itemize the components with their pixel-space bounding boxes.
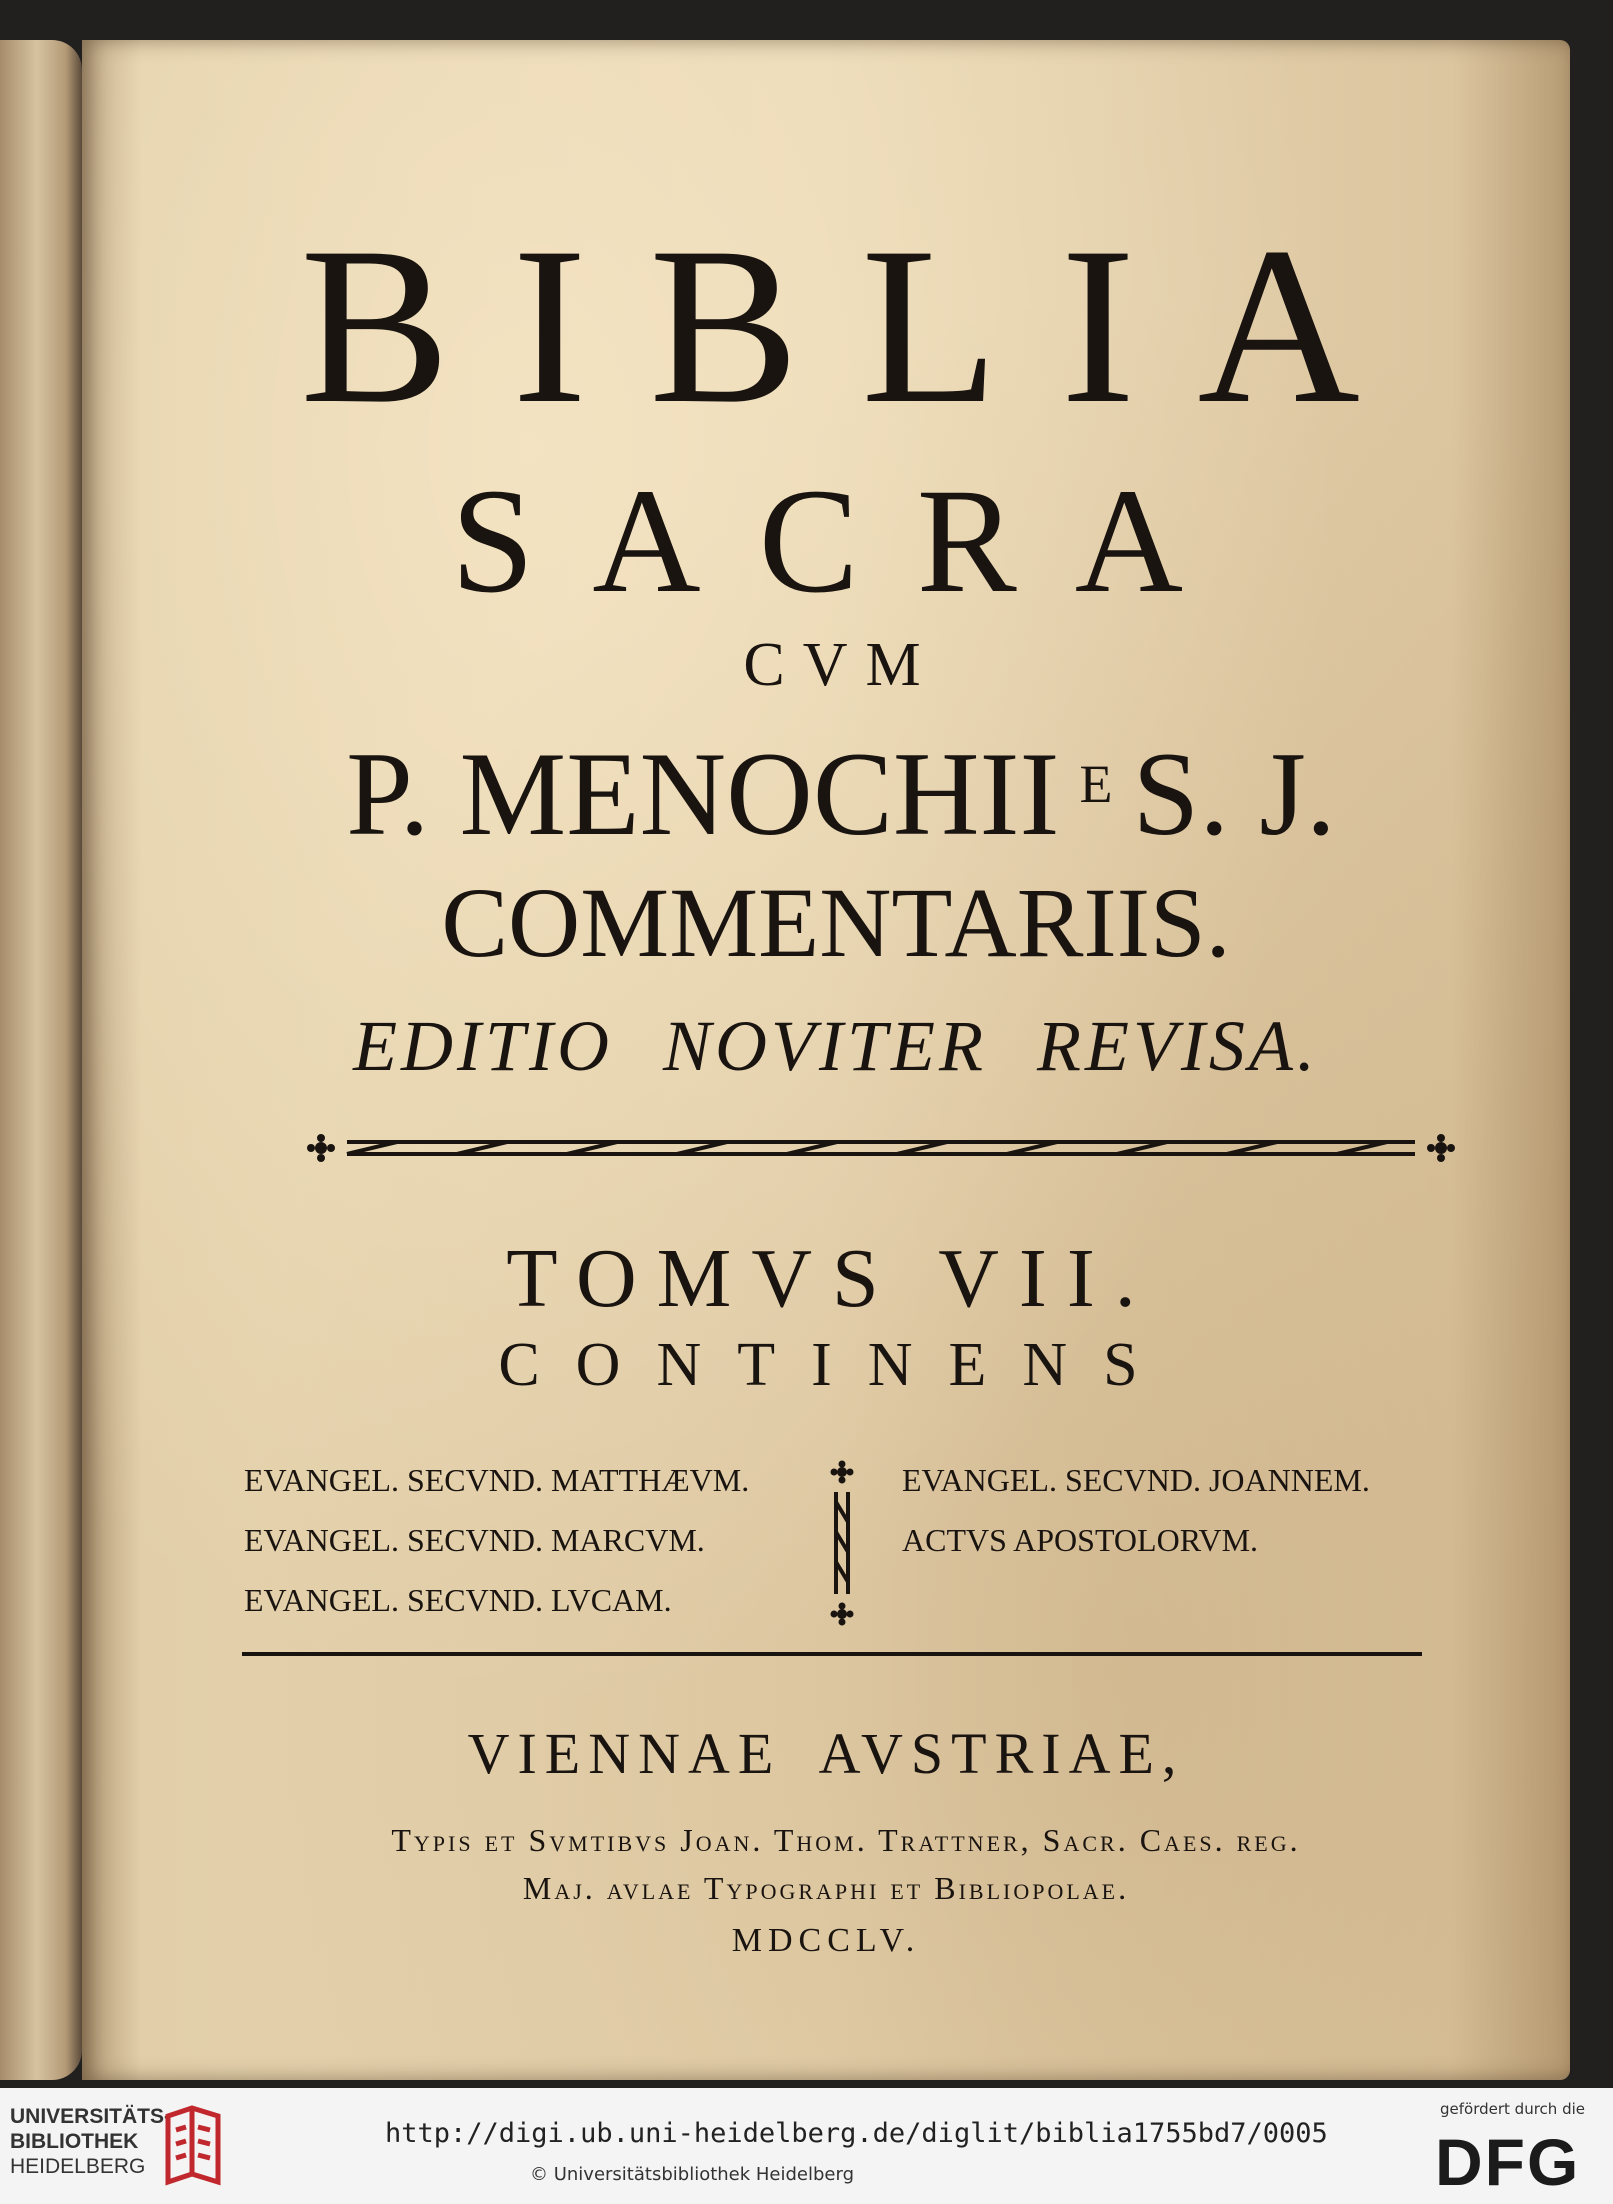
continens-label: CONTINENS [498,1331,1174,1399]
imprint-line-1: Typis et Svmtibvs Joan. Thom. Trattner, Sacr. Caes. reg. [391,1822,1301,1858]
imprint-line-2: Maj. avlae Typographi et Bibliopolae. [522,1870,1130,1906]
contents-item: EVANGEL. SECVND. JOANNEM. [902,1462,1370,1498]
library-name-line: UNIVERSITÄTS- [10,2105,172,2128]
funded-by-label: gefördert durch die [1440,2100,1585,2118]
column-divider-ornament [822,1458,862,1628]
contents-left-column [244,1450,749,1630]
library-name-line: BIBLIOTHEK [10,2130,139,2153]
library-logo[interactable] [10,2104,171,2179]
ornament-rule [307,1128,1455,1168]
contents-item: ACTVS APOSTOLORVM. [902,1522,1259,1558]
library-logo-icon [162,2102,224,2190]
contents-item: EVANGEL. SECVND. LVCAM. [244,1582,672,1618]
volume-number: TOMVS VII. [506,1232,1156,1325]
title-commentariis: COMMENTARIIS. [441,867,1231,978]
permalink-url[interactable]: http://digi.ub.uni-heidelberg.de/diglit/biblia1755bd7/0005 [385,2118,1328,2149]
author-name: P. MENOCHII [346,727,1060,860]
publication-date: MDCCLV. [731,1922,921,1959]
edition-statement: EDITIO NOVITER REVISA. [353,1006,1319,1086]
library-name-line: HEIDELBERG [10,2155,146,2178]
facing-page-edge [0,40,82,2080]
footer-bar [0,2088,1613,2204]
contents-item: EVANGEL. SECVND. MATTHÆVM. [244,1462,750,1498]
title-author [82,725,1570,863]
contents-item: EVANGEL. SECVND. MARCVM. [244,1522,705,1558]
author-order: S. J. [1132,727,1336,860]
title-page [82,40,1570,2080]
place-of-publication: VIENNAE AVSTRIAE, [467,1721,1185,1786]
title-biblia: BIBLIA [300,200,1422,450]
copyright-notice: © Universitätsbibliothek Heidelberg [530,2164,855,2185]
title-sacra: SACRA [450,458,1242,624]
title-cum: CVM [743,631,939,699]
dfg-logo[interactable]: DFG [1435,2125,1581,2199]
author-e: E [1079,753,1113,814]
contents-right-column [902,1450,1370,1570]
horizontal-rule [242,1652,1422,1656]
